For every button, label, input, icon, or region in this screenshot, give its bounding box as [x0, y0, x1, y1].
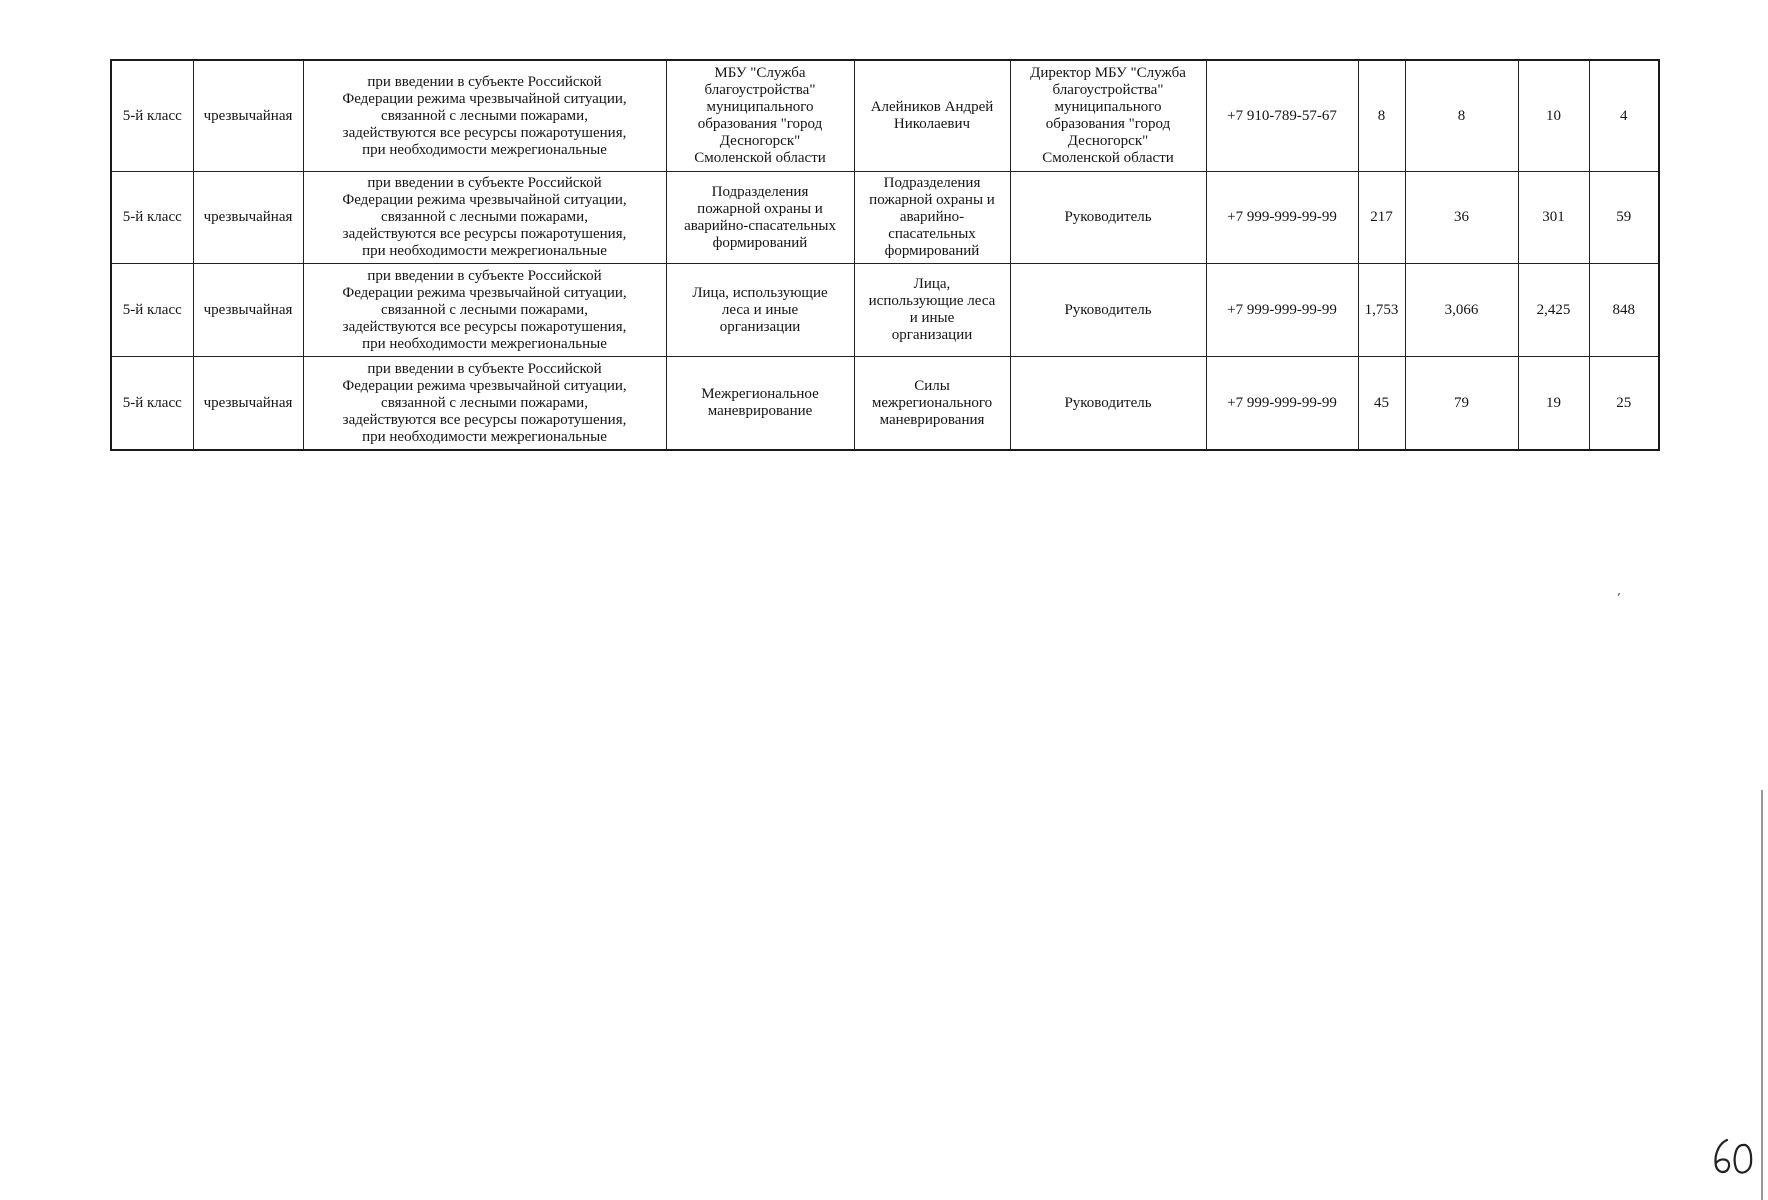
scan-speck: ’ [1617, 591, 1621, 605]
scan-edge-line [1761, 790, 1763, 1200]
table-row [111, 264, 1659, 357]
count-cell-1: 45 [1358, 357, 1405, 451]
phone-cell: +7 910-789-57-67 [1206, 60, 1358, 172]
count-cell-2: 79 [1405, 357, 1518, 451]
class-cell: 5-й класс [111, 264, 193, 357]
person-cell: Подразделения пожарной охраны и аварийно- спасательных формирований [854, 172, 1010, 264]
count-cell-2: 8 [1405, 60, 1518, 172]
count-cell-3: 10 [1518, 60, 1589, 172]
handwritten-page-number-drawing [1710, 1136, 1756, 1176]
condition-cell: при введении в субъекте Российской Федерации режима чрезвычайной ситуации, связанной с лесными пожарами, задействуются все ресурсы пожаротушения, при необходимости межрегиональные [303, 172, 666, 264]
count-cell-4: 4 [1589, 60, 1659, 172]
position-cell: Директор МБУ "Служба благоустройства" муниципального образования "город Десногорск" Смоленской области [1010, 60, 1206, 172]
organization-cell: Межрегиональное маневрирование [666, 357, 854, 451]
class-cell: 5-й класс [111, 172, 193, 264]
count-cell-4: 848 [1589, 264, 1659, 357]
handwritten-page-number [1710, 1136, 1756, 1176]
count-cell-3: 2,425 [1518, 264, 1589, 357]
organization-cell: Подразделения пожарной охраны и аварийно-спасательных формирований [666, 172, 854, 264]
type-cell: чрезвычайная [193, 60, 303, 172]
organization-cell: МБУ "Служба благоустройства" муниципального образования "город Десногорск" Смоленской области [666, 60, 854, 172]
person-cell: Лица, использующие леса и иные организации [854, 264, 1010, 357]
condition-cell: при введении в субъекте Российской Федерации режима чрезвычайной ситуации, связанной с лесными пожарами, задействуются все ресурсы пожаротушения, при необходимости межрегиональные [303, 264, 666, 357]
count-cell-3: 19 [1518, 357, 1589, 451]
person-cell: Силы межрегионального маневрирования [854, 357, 1010, 451]
count-cell-1: 217 [1358, 172, 1405, 264]
type-cell: чрезвычайная [193, 357, 303, 451]
condition-cell: при введении в субъекте Российской Федерации режима чрезвычайной ситуации, связанной с лесными пожарами, задействуются все ресурсы пожаротушения, при необходимости межрегиональные [303, 60, 666, 172]
type-cell: чрезвычайная [193, 172, 303, 264]
organization-cell: Лица, использующие леса и иные организации [666, 264, 854, 357]
resources-table [110, 59, 1660, 451]
position-cell: Руководитель [1010, 172, 1206, 264]
table-row [111, 357, 1659, 451]
person-cell: Алейников Андрей Николаевич [854, 60, 1010, 172]
count-cell-4: 59 [1589, 172, 1659, 264]
phone-cell: +7 999-999-99-99 [1206, 264, 1358, 357]
count-cell-4: 25 [1589, 357, 1659, 451]
type-cell: чрезвычайная [193, 264, 303, 357]
class-cell: 5-й класс [111, 357, 193, 451]
count-cell-1: 1,753 [1358, 264, 1405, 357]
count-cell-2: 36 [1405, 172, 1518, 264]
phone-cell: +7 999-999-99-99 [1206, 357, 1358, 451]
position-cell: Руководитель [1010, 357, 1206, 451]
count-cell-3: 301 [1518, 172, 1589, 264]
class-cell: 5-й класс [111, 60, 193, 172]
table-row [111, 60, 1659, 172]
condition-cell: при введении в субъекте Российской Федерации режима чрезвычайной ситуации, связанной с лесными пожарами, задействуются все ресурсы пожаротушения, при необходимости межрегиональные [303, 357, 666, 451]
phone-cell: +7 999-999-99-99 [1206, 172, 1358, 264]
position-cell: Руководитель [1010, 264, 1206, 357]
table-row [111, 172, 1659, 264]
count-cell-1: 8 [1358, 60, 1405, 172]
count-cell-2: 3,066 [1405, 264, 1518, 357]
